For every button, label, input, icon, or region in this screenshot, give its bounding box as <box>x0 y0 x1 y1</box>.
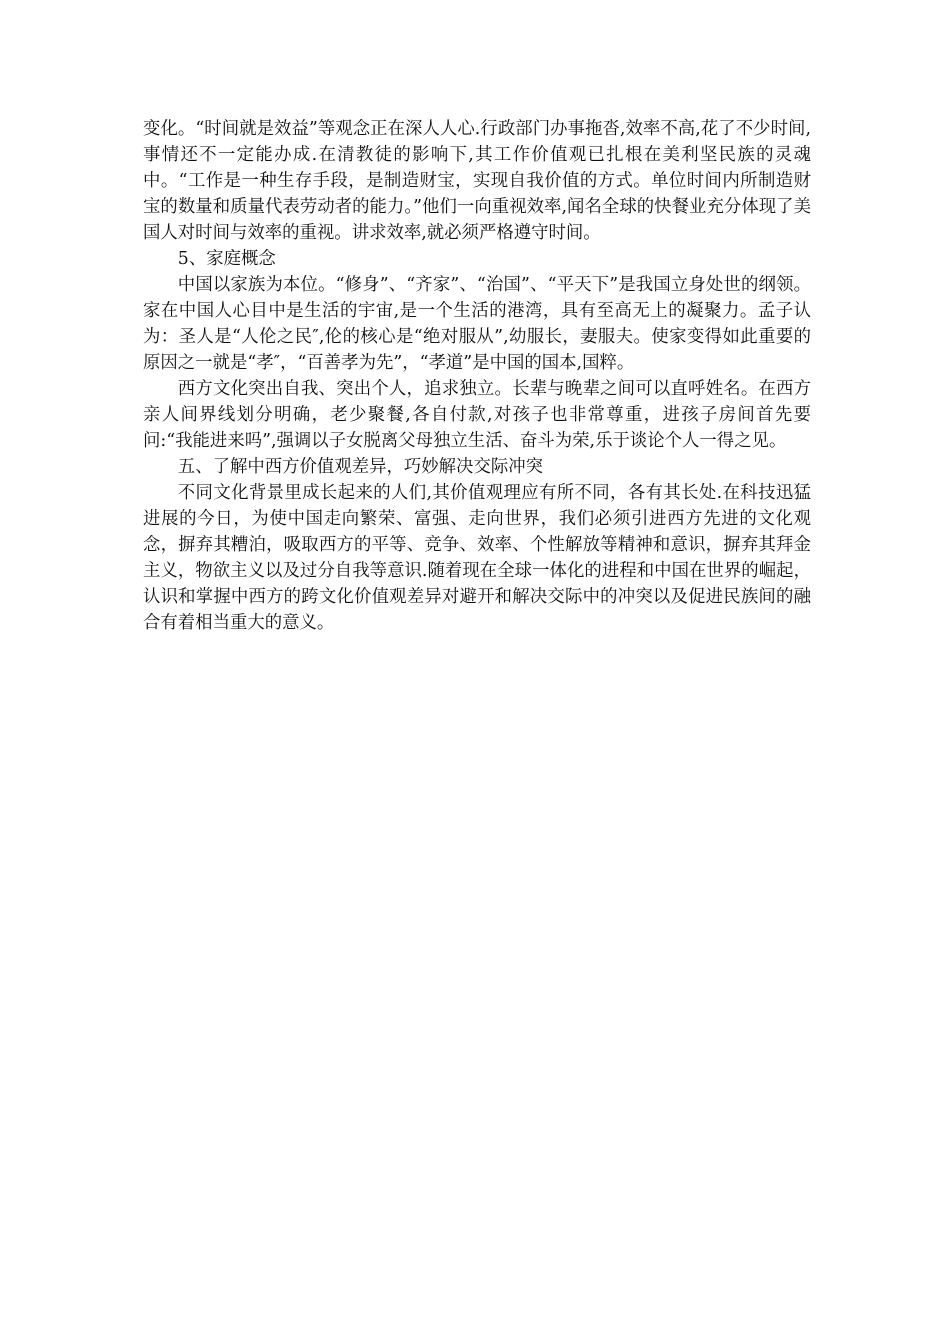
paragraph-conclusion: 不同文化背景里成长起来的人们,其价值观理应有所不同，各有其长处.在科技迅猛进展的今日，为使中国走向繁荣、富强、走向世界，我们必须引进西方先进的文化观念，摒弃其糟泊，吸取西方的平等、竞争、效率、个性解放等精神和意识，摒弃其拜金主义，物欲主义以及过分自我等意识.随着现在全球一体化的进程和中国在世界的崛起，认识和掌握中西方的跨文化价值观差异对避开和解决交际中的冲突以及促进民族间的融合有着相当重大的意义。 <box>143 483 811 633</box>
document-body <box>143 116 811 636</box>
paragraph-efficiency-continued: 变化。“时间就是效益”等观念正在深人人心.行政部门办事拖沓,效率不高,花了不少时间,事情还不一定能办成.在清教徒的影响下,其工作价值观已扎根在美利坚民族的灵魂中。“工作是一种生存手段，是制造财宝，实现自我价值的方式。单位时间内所制造财宝的数量和质量代表劳动者的能力。”他们一向重视效率,闻名全球的快餐业充分体现了美国人对时间与效率的重视。讲求效率,就必须严格遵守时间。 <box>143 119 811 243</box>
chapter-heading-values-differences: 五、了解中西方价值观差异，巧妙解决交际冲突 <box>177 457 544 477</box>
paragraph-western-family: 西方文化突出自我、突出个人，追求独立。长辈与晚辈之间可以直呼姓名。在西方亲人间界线划分明确，老少聚餐,各自付款,对孩子也非常尊重，进孩子房间首先要问:“我能进来吗”,强调以子女脱离父母独立生活、奋斗为荣,乐于谈论个人一得之见。 <box>143 379 811 451</box>
section-heading-family-concept: 5、家庭概念 <box>177 249 276 269</box>
paragraph-chinese-family: 中国以家族为本位。“修身”、“齐家”、“治国”、“平天下”是我国立身处世的纲领。家在中国人心目中是生活的宇宙,是一个生活的港湾，具有至高无上的凝聚力。孟子认为：圣人是“人伦之民″,伦的核心是“绝对服从”,幼服长，妻服夫。使家变得如此重要的原因之一就是“孝″，“百善孝为先”，“孝道”是中国的国本,国粹。 <box>143 275 811 373</box>
